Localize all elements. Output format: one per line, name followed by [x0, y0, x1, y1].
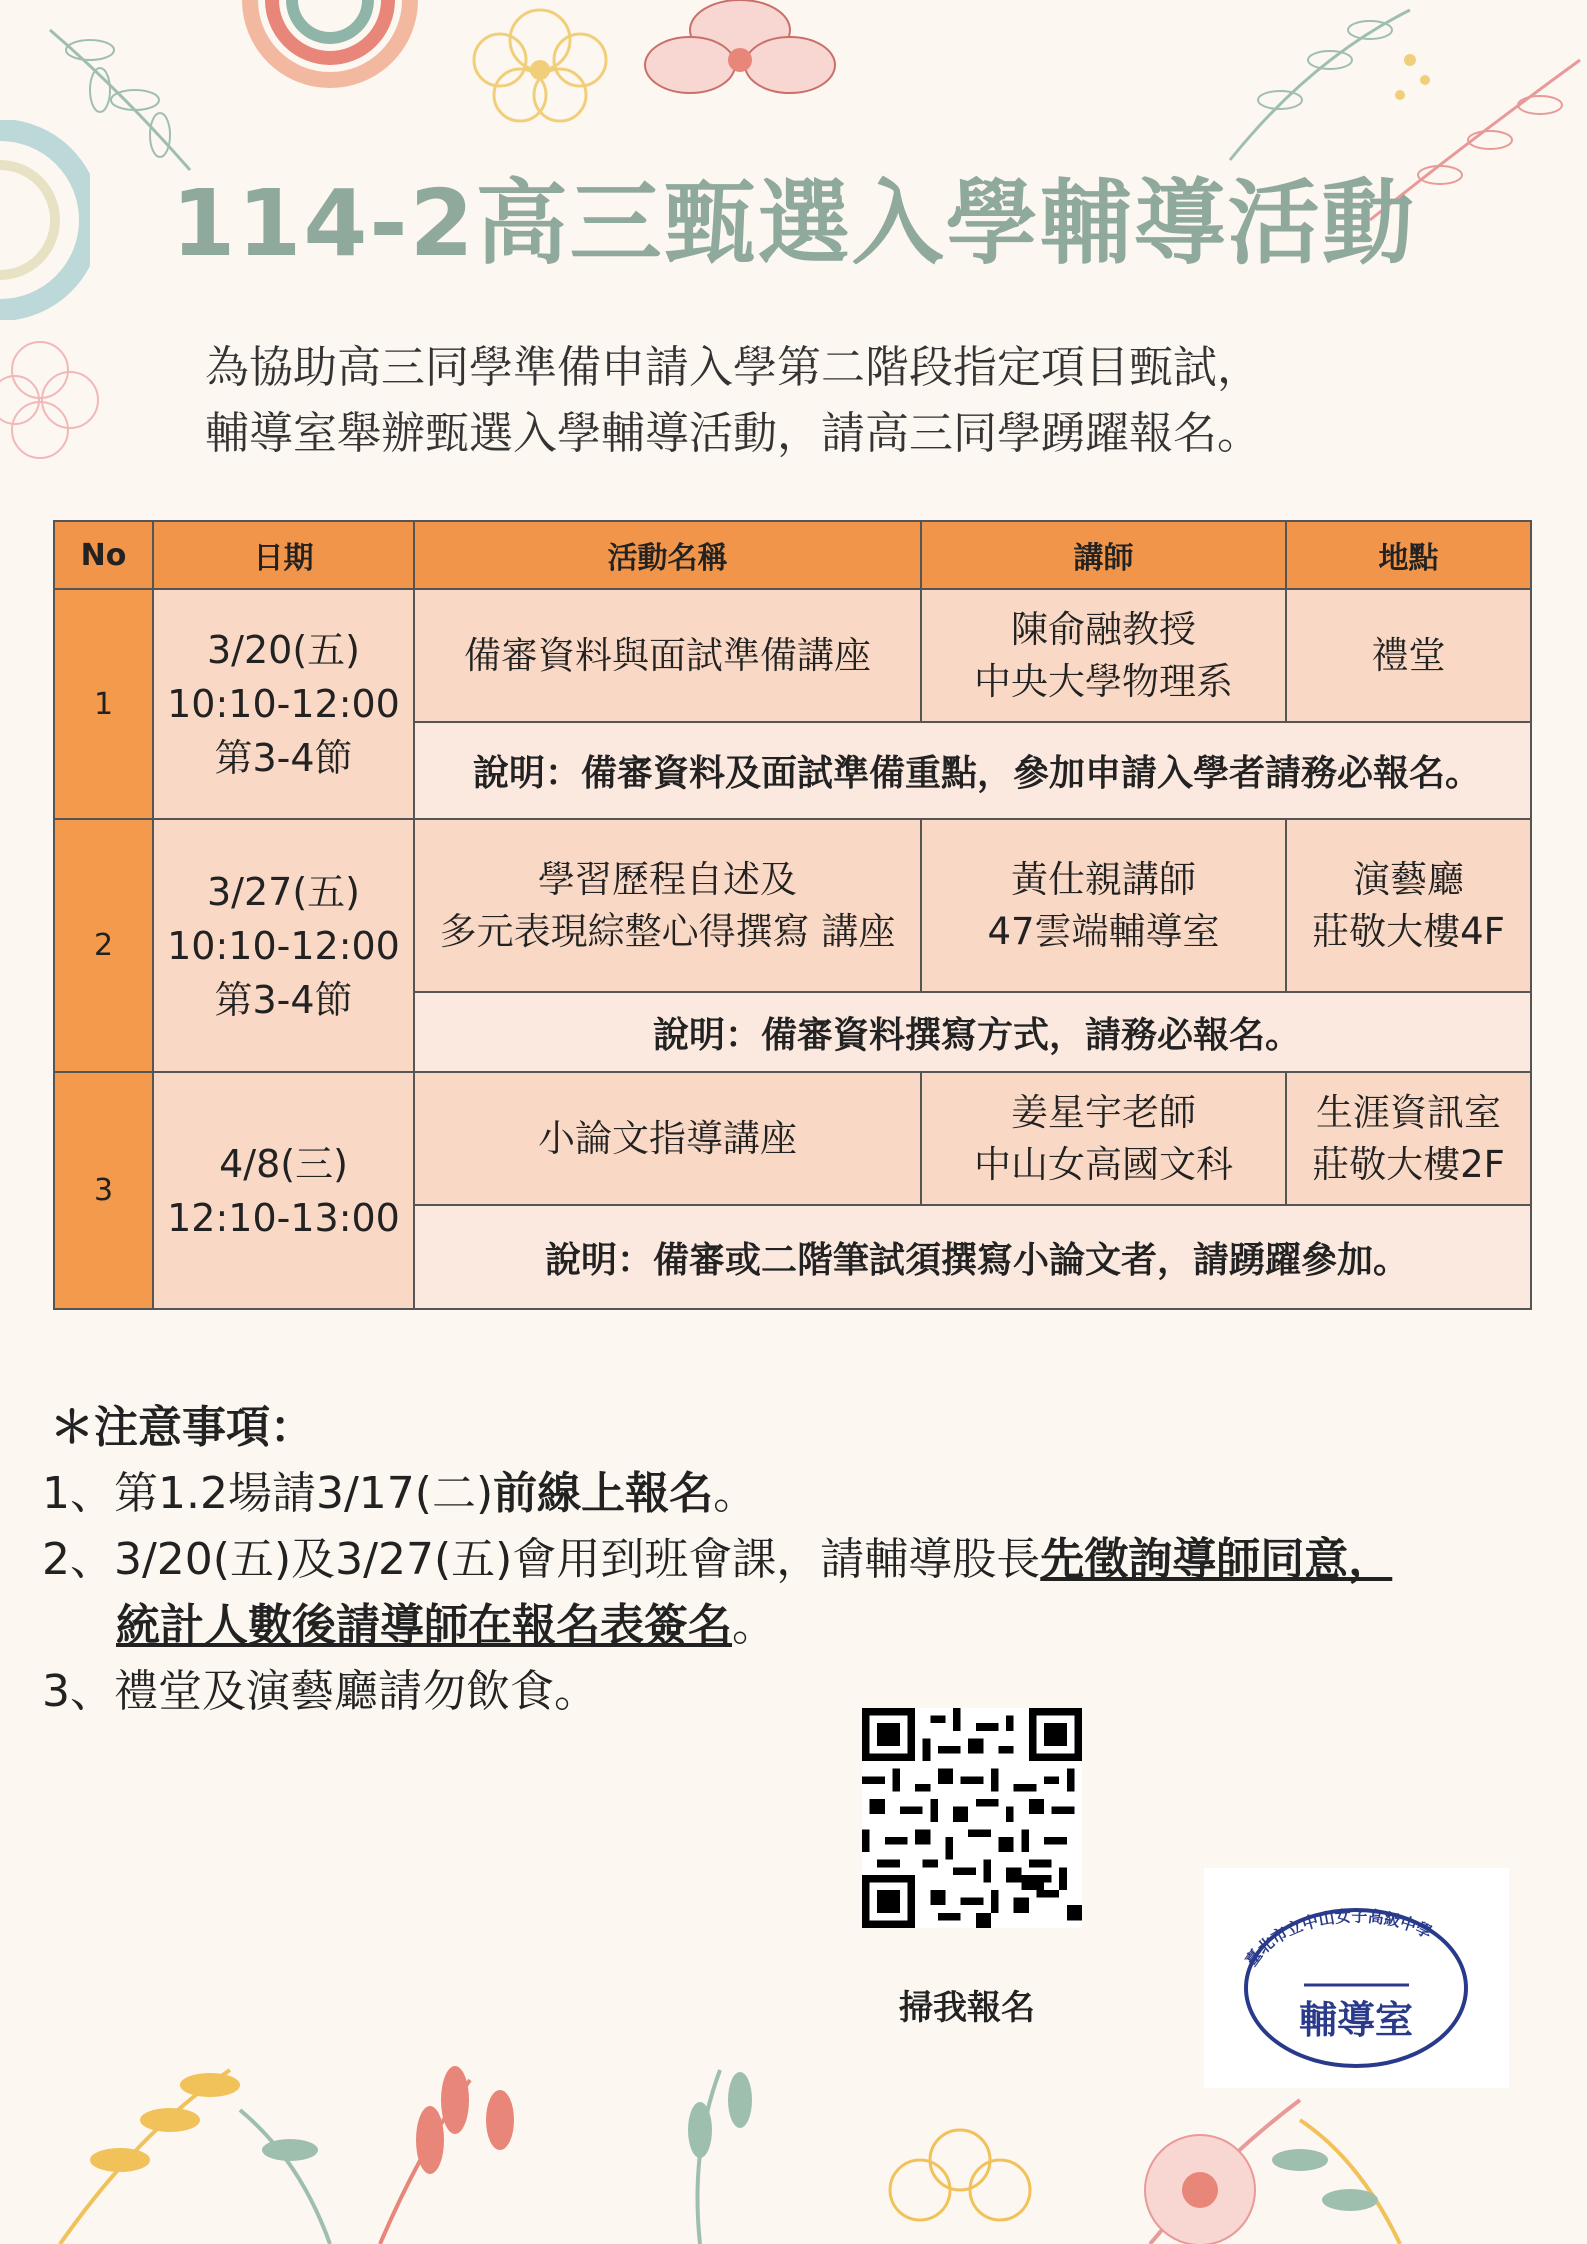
time-line: 12:10-13:00	[167, 1195, 400, 1240]
note-item-3: 3、禮堂及演藝廳請勿飲食。	[42, 1666, 598, 1717]
row-number: 1	[54, 589, 153, 819]
intro-line-2: 輔導室舉辦甄選入學輔導活動，請高三同學踴躍報名。	[205, 408, 1261, 459]
time-line: 10:10-12:00	[167, 682, 400, 726]
header-location: 地點	[1286, 521, 1531, 589]
row-number: 3	[54, 1072, 153, 1309]
row-activity	[414, 819, 921, 992]
row-date	[153, 1072, 414, 1309]
row-number: 2	[54, 819, 153, 1072]
header-speaker: 講師	[921, 521, 1286, 589]
row-note: 說明：備審或二階筆試須撰寫小論文者，請踴躍參加。	[414, 1205, 1531, 1309]
table-row	[54, 1072, 1531, 1205]
notes-section	[42, 1395, 1542, 1725]
note-text: 1、第1.2場請3/17(二)	[42, 1468, 494, 1519]
date-line: 3/27(五)	[207, 869, 360, 914]
speaker-name: 陳俞融教授	[1011, 607, 1196, 651]
activity-line: 多元表現綜整心得撰寫 講座	[439, 909, 896, 953]
stamp-seal	[1204, 1868, 1509, 2088]
activity-line: 小論文指導講座	[538, 1116, 797, 1160]
header-activity: 活動名稱	[414, 521, 921, 589]
location-line: 禮堂	[1371, 633, 1446, 677]
header-date: 日期	[153, 521, 414, 589]
left-flower-outline	[0, 320, 110, 480]
header-no: No	[54, 521, 153, 589]
note-emphasis: 前線上報名	[493, 1468, 714, 1519]
time-line: 10:10-12:00	[167, 923, 400, 968]
page-title: 114-2高三甄選入學輔導活動	[171, 170, 1416, 277]
row-date	[153, 819, 414, 1072]
date-line: 3/20(五)	[207, 628, 360, 672]
note-text: 。	[713, 1468, 758, 1519]
date-line: 4/8(三)	[219, 1141, 348, 1186]
location-line: 演藝廳	[1353, 857, 1464, 901]
period-line: 第3-4節	[214, 736, 353, 780]
activity-line: 學習歷程自述及	[538, 857, 797, 901]
note-text: 。	[732, 1600, 776, 1651]
office-stamp	[1204, 1868, 1509, 2088]
note-item-1	[42, 1461, 1542, 1527]
qr-label: 掃我報名	[899, 1988, 1035, 2028]
stamp-arc-text: 臺北市立中山女子高級中學	[1241, 1906, 1436, 1970]
row-note: 說明：備審資料及面試準備重點，參加申請入學者請務必報名。	[414, 722, 1531, 819]
row-date	[153, 589, 414, 819]
row-speaker	[921, 1072, 1286, 1205]
flower-decoration	[460, 0, 620, 130]
pink-flower-decoration	[640, 0, 840, 120]
table-row	[54, 589, 1531, 722]
intro-line-1: 為協助高三同學準備申請入學第二階段指定項目甄試，	[205, 342, 1261, 393]
row-location	[1286, 1072, 1531, 1205]
note-item-2-cont	[42, 1593, 1542, 1659]
stamp-main-text: 輔導室	[1298, 1997, 1414, 2042]
note-text: 2、3/20(五)及3/27(五)會用到班會課，請輔導股長	[42, 1534, 1041, 1585]
row-note: 說明：備審資料撰寫方式，請務必報名。	[414, 992, 1531, 1072]
location-line: 莊敬大樓2F	[1312, 1142, 1505, 1186]
note-item-2	[42, 1527, 1542, 1593]
location-line: 生涯資訊室	[1316, 1090, 1501, 1134]
table-header-row	[54, 521, 1531, 589]
rainbow-decoration	[230, 0, 430, 110]
notes-heading: ＊注意事項：	[50, 1402, 314, 1453]
row-speaker	[921, 819, 1286, 992]
note-emphasis: 先徵詢導師同意，	[1040, 1534, 1393, 1585]
location-line: 莊敬大樓4F	[1312, 909, 1505, 953]
activity-line: 備審資料與面試準備講座	[464, 633, 871, 677]
intro-text	[205, 335, 1405, 467]
row-activity	[414, 1072, 921, 1205]
speaker-affiliation: 中山女高國文科	[974, 1142, 1233, 1186]
speaker-affiliation: 中央大學物理系	[974, 659, 1233, 703]
period-line: 第3-4節	[214, 977, 353, 1022]
row-location	[1286, 819, 1531, 992]
row-location	[1286, 589, 1531, 722]
note-emphasis: 統計人數後請導師在報名表簽名	[116, 1600, 732, 1651]
row-speaker	[921, 589, 1286, 722]
speaker-name: 姜星宇老師	[1011, 1090, 1196, 1134]
row-activity	[414, 589, 921, 722]
table-row	[54, 819, 1531, 992]
registration-qr-code[interactable]	[862, 1708, 1082, 1928]
schedule-table	[53, 520, 1532, 1310]
speaker-affiliation: 47雲端輔導室	[987, 909, 1220, 953]
speaker-name: 黃仕親講師	[1011, 857, 1196, 901]
